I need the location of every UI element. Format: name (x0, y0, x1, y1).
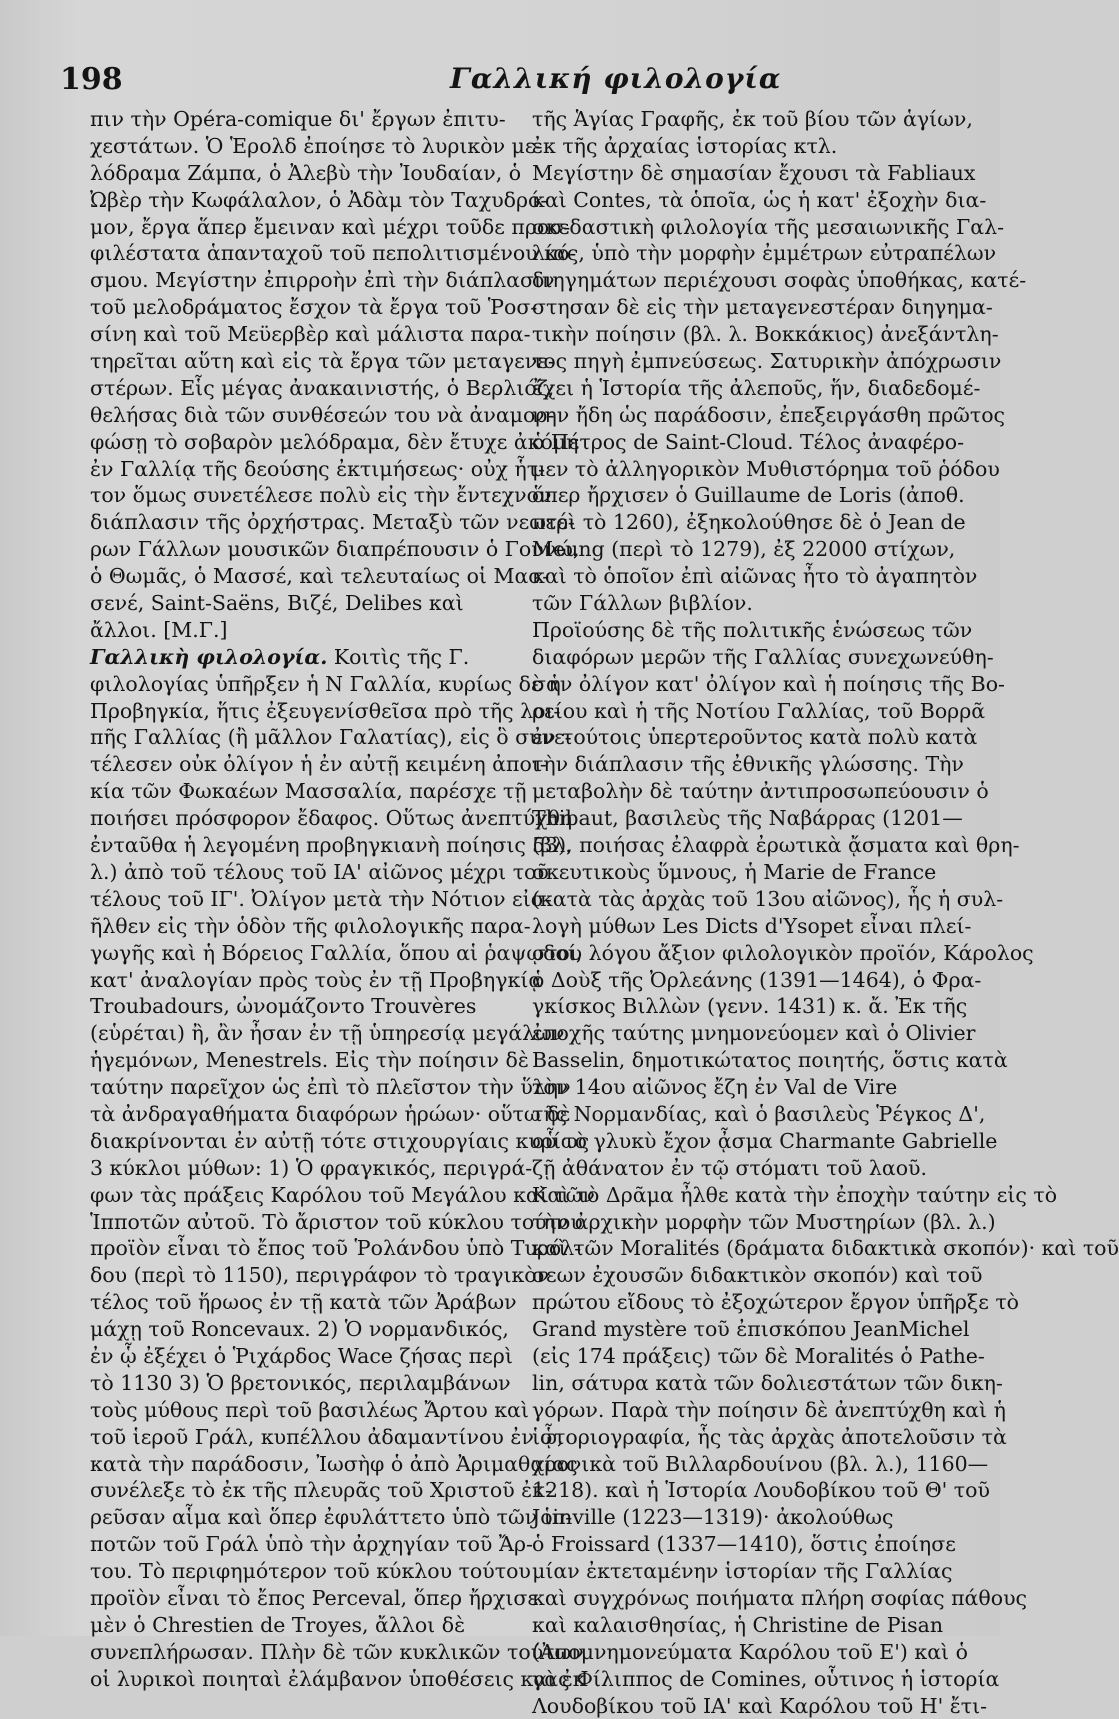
text-line: καὶ τῶν Moralités (δράματα διδακτικὰ σκοπόν)· καὶ τοῦ (532, 1236, 1119, 1261)
text-line: καὶ συγχρόνως ποιήματα πλήρη σοφίας πάθους (532, 1585, 1028, 1610)
text-line: καὶ καλαισθησίας, ἡ Christine de Pisan (532, 1612, 944, 1637)
text-line: κατ' ἀναλογίαν πρὸς τοὺς ἐν τῇ Προβηγκίᾳ (90, 967, 543, 992)
text-line: ρείου καὶ ἡ τῆς Νοτίου Γαλλίας, τοῦ Βορρᾶ (532, 698, 986, 723)
text-line: λογὴ μύθων Les Dicts d'Ysopet εἶναι πλεί- (532, 913, 972, 938)
text-line: προϊὸν εἶναι τὸ ἔπος Perceval, ὅπερ ἤρχισε (90, 1585, 538, 1610)
text-line: Μεγίστην δὲ σημασίαν ἔχουσι τὰ Fabliaux (532, 160, 976, 185)
text-line: ἱστοριογραφία, ἧς τὰς ἀρχὰς ἀποτελοῦσιν τὰ (532, 1424, 1007, 1449)
text-line: Ἱπποτῶν αὐτοῦ. Τὸ ἄριστον τοῦ κύκλου τούτου (90, 1209, 583, 1234)
text-line: ὁ Θωμᾶς, ὁ Μασσέ, καὶ τελευταίως οἱ Μασ- (90, 564, 550, 589)
text-line: ἐν τούτοις ὑπερτεροῦντος κατὰ πολὺ κατὰ (532, 725, 978, 750)
text-line: στου λόγου ἄξιον φιλολογικὸν προϊόν, Κάρολος (532, 940, 1034, 965)
running-title: Γαλλική φιλολογία (450, 62, 782, 95)
text-line: τον ὅμως συνετέλεσε πολὺ εἰς τὴν ἔντεχνον (90, 483, 552, 508)
text-line: ζῇ ἀθάνατον ἐν τῷ στόματι τοῦ λαοῦ. (532, 1155, 928, 1180)
text-line: ἡγεμόνων, Menestrels. Εἰς τὴν ποίησιν δὲ (90, 1048, 529, 1073)
text-line: ὁ Πέτρος de Saint-Cloud. Τέλος ἀναφέρο- (532, 429, 965, 454)
text-line: οἱ λυρικοὶ ποιηταὶ ἐλάμβανον ὑποθέσεις καὶ ἐκ (90, 1666, 586, 1691)
text-line: τηρεῖται αὕτη καὶ εἰς τὰ ἔργα τῶν μεταγενε- (90, 349, 555, 374)
text-line: λ.) ἀπὸ τοῦ τέλους τοῦ ΙΑ' αἰῶνος μέχρι τοῦ (90, 859, 549, 884)
text-line: οὗ τὸ γλυκὺ ἔχον ᾆσμα Charmante Gabrielle (532, 1128, 998, 1153)
entry-heading: Γαλλικὴ φιλολογία. (90, 644, 328, 669)
text-line: Thibaut, βασιλεὺς τῆς Ναβάρρας (1201— (532, 806, 963, 831)
text-line: διηγημάτων περιέχουσι σοφὰς ὑποθήκας, κατέ- (532, 268, 1027, 293)
text-line: ἐποχῆς ταύτης μνημονεύομεν καὶ ὁ Olivier (532, 1021, 976, 1046)
text-line: ἄλλοι. [Μ.Γ.] (90, 617, 228, 642)
text-line: νην ἤδη ὡς παράδοσιν, ἐπεξειργάσθη πρῶτος (532, 402, 1006, 427)
text-line: στησαν δὲ εἰς τὴν μεταγενεστέραν διηγημα- (532, 295, 993, 320)
text-line: ὅπερ ἤρχισεν ὁ Guillaume de Loris (ἀποθ. (532, 483, 965, 508)
text-line: τος πηγὴ ἐμπνεύσεως. Σατυρικὴν ἀπόχρωσιν (532, 349, 1002, 374)
text-line: μον, ἔργα ἅπερ ἔμειναν καὶ μέχρι τοῦδε προσ- (90, 214, 571, 239)
text-line: τὸ 1130 3) Ὁ βρετονικός, περιλαμβάνων (90, 1370, 511, 1395)
text-line: Meung (περὶ τὸ 1279), ἐξ 22000 στίχων, (532, 537, 956, 562)
text-line: πρώτου εἴδους τὸ ἐξοχώτερον ἔργον ὑπῆρξε τὸ (532, 1290, 1020, 1315)
text-line: κατὰ τὴν παράδοσιν, Ἰωσὴφ ὁ ἀπὸ Ἀριμαθαίας (90, 1451, 578, 1476)
text-line: περὶ τὸ 1260), ἐξηκολούθησε δὲ ὁ Jean de (532, 510, 966, 535)
text-line: lin, σάτυρα κατὰ τῶν δολιεστάτων τῶν δικη- (532, 1370, 1003, 1395)
text-line: γας Φίλιππος de Comines, οὗτινος ἡ ἱστορία (532, 1666, 1000, 1691)
text-line: τῆς Ἁγίας Γραφῆς, ἐκ τοῦ βίου τῶν ἁγίων, (532, 107, 973, 131)
text-line: σκευτικοὺς ὕμνους, ἡ Marie de France (532, 859, 937, 884)
text-line: (εἰς 174 πράξεις) τῶν δὲ Moralités ὁ Pathe- (532, 1343, 985, 1368)
text-line: μὲν ὁ Chrestien de Troyes, ἄλλοι δὲ (90, 1612, 466, 1637)
text-line: καὶ τὸ ὁποῖον ἐπὶ αἰῶνας ἦτο τὸ ἀγαπητὸν (532, 564, 978, 589)
text-line: 53), ποιήσας ἐλαφρὰ ἐρωτικὰ ᾄσματα καὶ θρη- (532, 833, 1020, 858)
text-line: συνεπλήρωσαν. Πλὴν δὲ τῶν κυκλικῶν τούτων (90, 1639, 584, 1664)
text-line: τέλους τοῦ ΙΓ'. Ὀλίγον μετὰ τὴν Νότιον εἰσ- (90, 886, 552, 911)
text-line: τὴν διάπλασιν τῆς ἐθνικῆς γλώσσης. Τὴν (532, 752, 964, 777)
text-line: μίαν ἐκτεταμένην ἱστορίαν τῆς Γαλλίας (532, 1559, 953, 1584)
text-line: πιν τὴν Opéra-comique δι' ἔργων ἐπιτυ- (90, 107, 506, 131)
text-line: ρων Γάλλων μουσικῶν διαπρέπουσιν ὁ Γουνώ, (90, 537, 580, 562)
text-line: Joinville (1223—1319)· ἀκολούθως (532, 1505, 894, 1530)
text-line: Troubadours, ὠνομάζοντο Trouvères (90, 994, 477, 1019)
text-line: φιλέστατα ἁπανταχοῦ τοῦ πεπολιτισμένου κό- (90, 241, 577, 266)
text-line: ἐν ᾧ ἐξέχει ὁ Ῥιχάρδος Wace ζήσας περὶ (90, 1343, 513, 1368)
text-line: Λουδοβίκου τοῦ ΙΑ' καὶ Καρόλου τοῦ Η' ἔτι- (532, 1693, 988, 1718)
text-line: ἐκ τῆς ἀρχαίας ἱστορίας κτλ. (532, 133, 838, 158)
text-line: θελήσας διὰ τῶν συνθέσεών του νὰ ἀναμορ- (90, 402, 555, 427)
text-line: ποτῶν τοῦ Γράλ ὑπὸ τὴν ἀρχηγίαν τοῦ Ἄρ- (90, 1532, 533, 1557)
text-line: κία τῶν Φωκαέων Μασσαλία, παρέσχε τῇ (90, 779, 527, 804)
text-line: ἔχει ἡ Ἱστορία τῆς ἀλεποῦς, ἥν, διαδεδομέ- (532, 375, 981, 400)
text-line: τὴν ἀρχικὴν μορφὴν τῶν Μυστηρίων (βλ. λ.) (532, 1209, 996, 1234)
text-line: πῆς Γαλλίας (ἢ μᾶλλον Γαλατίας), εἰς ὃ συνε- (90, 725, 572, 750)
text-line: διακρίνονται ἐν αὐτῇ τότε στιχουργίαις κυρίως (90, 1128, 590, 1153)
page-header (60, 62, 960, 102)
text-line: σεων ἐχουσῶν διδακτικὸν σκοπόν) καὶ τοῦ (532, 1263, 983, 1288)
text-line: ὁ Δοὺξ τῆς Ὀρλεάνης (1391—1464), ὁ Φρα- (532, 967, 982, 992)
right-text-column (532, 106, 1119, 1719)
text-line: καὶ Contes, τὰ ὁποῖα, ὡς ἡ κατ' ἐξοχὴν δια- (532, 187, 987, 212)
text-line: Προϊούσης δὲ τῆς πολιτικῆς ἑνώσεως τῶν (532, 617, 973, 642)
text-line: φων τὰς πράξεις Καρόλου τοῦ Μεγάλου καὶ τῶν (90, 1182, 595, 1207)
text-line: (Ἀπομνημονεύματα Καρόλου τοῦ Ε') καὶ ὁ (532, 1639, 968, 1664)
text-line: σενέ, Saint-Saëns, Βιζέ, Delibes καὶ (90, 591, 464, 616)
text-line: του. Τὸ περιφημότερον τοῦ κύκλου τούτου (90, 1559, 531, 1584)
text-line: χεστάτων. Ὁ Ἑρολδ ἐποίησε τὸ λυρικὸν με- (90, 133, 543, 158)
text-line: λίας, ὑπὸ τὴν μορφὴν ἐμμέτρων εὐτραπέλων (532, 241, 997, 266)
text-line: σαν ὀλίγον κατ' ὀλίγον καὶ ἡ ποίησις τῆς Βο- (532, 671, 1005, 696)
page-number: 198 (60, 62, 123, 97)
text-line: δου (περὶ τὸ 1150), περιγράφον τὸ τραγικὸν (90, 1263, 550, 1288)
text-line: τοὺς μύθους περὶ τοῦ βασιλέως Ἄρτου καὶ (90, 1397, 529, 1422)
text-line: Προβηγκία, ἥτις ἐξευγενίσθεῖσα πρὸ τῆς λοι- (90, 698, 561, 723)
text-line: μεν τὸ ἀλληγορικὸν Μυθιστόρημα τοῦ ῥόδου (532, 456, 1000, 481)
text-line: τέλος τοῦ ἥρωος ἐν τῇ κατὰ τῶν Ἀράβων (90, 1290, 517, 1315)
text-line: τὰ ἀνδραγαθήματα διαφόρων ἡρώων· οὕτω δὲ (90, 1101, 571, 1126)
text-line: Grand mystère τοῦ ἐπισκόπου JeanMichel (532, 1317, 970, 1342)
text-line: ἐν Γαλλίᾳ τῆς δεούσης ἐκτιμήσεως· οὐχ ἧτ- (90, 456, 546, 481)
text-line: γωγῆς καὶ ἡ Βόρειος Γαλλία, ὅπου αἱ ῥαψῳδοί, (90, 940, 583, 965)
text-line: γόρων. Παρὰ τὴν ποίησιν δὲ ἀνεπτύχθη καὶ ἡ (532, 1397, 1006, 1422)
text-line: τὸν 14ου αἰῶνος ἔζη ἐν Val de Vire (532, 1075, 898, 1100)
text-line: ρεῦσαν αἷμα καὶ ὅπερ ἐφυλάττετο ὑπὸ τῶν ἱπ- (90, 1505, 573, 1530)
text-line: σκεδαστικὴ φιλολογία τῆς μεσαιωνικῆς Γαλ- (532, 214, 1005, 239)
text-line: διάπλασιν τῆς ὀρχήστρας. Μεταξὺ τῶν νεωτέ- (90, 510, 575, 535)
text-line: προϊὸν εἶναι τὸ ἔπος τοῦ Ῥολάνδου ὑπὸ Τυρόλ- (90, 1236, 582, 1261)
text-line: ὁ Froissard (1337—1410), ὅστις ἐποίησε (532, 1532, 956, 1557)
text-line: 1218). καὶ ἡ Ἱστορία Λουδοβίκου τοῦ Θ' τοῦ (532, 1478, 990, 1503)
text-line: ταύτην παρεῖχον ὡς ἐπὶ τὸ πλεῖστον τὴν ὕλην (90, 1075, 571, 1100)
text-line: Γαλλικὴ φιλολογία. Κοιτὶς τῆς Γ. (90, 644, 470, 669)
text-line: σμου. Μεγίστην ἐπιρροὴν ἐπὶ τὴν διάπλασιν (90, 268, 555, 293)
text-line: διαφόρων μερῶν τῆς Γαλλίας συνεχωνεύθη- (532, 644, 994, 669)
text-line: τέλεσεν οὐκ ὀλίγον ἡ ἐν αὐτῇ κειμένη ἀποι- (90, 752, 547, 777)
text-line: χρονικὰ τοῦ Βιλλαρδουίνου (βλ. λ.), 1160— (532, 1451, 989, 1476)
text-line: ποιήσει πρόσφορον ἔδαφος. Οὕτως ἀνεπτύχθη (90, 806, 573, 831)
text-line: γκίσκος Βιλλὼν (γενν. 1431) κ. ἄ. Ἐκ τῆς (532, 994, 968, 1019)
text-line: ῆλθεν εἰς τὴν ὁδὸν τῆς φιλολογικῆς παρα- (90, 913, 531, 938)
text-line: Ὠβὲρ τὴν Κωφάλαλον, ὁ Ἀδὰμ τὸν Ταχυδρό- (90, 187, 548, 212)
left-text-column (90, 106, 595, 1693)
text-line: φώσῃ τὸ σοβαρὸν μελόδραμα, δὲν ἔτυχε ἀκόμη (90, 429, 579, 454)
text-line: Basselin, δημοτικώτατος ποιητής, ὅστις κατὰ (532, 1048, 1008, 1073)
text-line: (εὑρέται) ἢ, ἂν ἦσαν ἐν τῇ ὑπηρεσίᾳ μεγάλων (90, 1021, 565, 1046)
text-line: τικὴν ποίησιν (βλ. λ. Βοκκάκιος) ἀνεξάντλη- (532, 322, 999, 347)
text-line: λόδραμα Ζάμπα, ὁ Ἀλεβὺ τὴν Ἰουδαίαν, ὁ (90, 160, 522, 185)
text-line: τοῦ μελοδράματος ἔσχον τὰ ἔργα τοῦ Ῥοσ- (90, 295, 538, 320)
text-line: 3 κύκλοι μύθων: 1) Ὁ φραγκικός, περιγρά- (90, 1155, 533, 1180)
text-line: μάχῃ τοῦ Roncevaux. 2) Ὁ νορμανδικός, (90, 1317, 509, 1342)
text-line: μεταβολὴν δὲ ταύτην ἀντιπροσωπεύουσιν ὁ (532, 779, 989, 804)
text-line: ἐνταῦθα ἡ λεγομένη προβηγκιανὴ ποίησις (βλ. (90, 833, 572, 858)
text-line: Καὶ τὸ Δρᾶμα ἦλθε κατὰ τὴν ἐποχὴν ταύτην εἰς τὸ (532, 1182, 1058, 1207)
text-line: τοῦ ἱεροῦ Γράλ, κυπέλλου ἀδαμαντίνου ἐν ᾧ, (90, 1424, 564, 1449)
text-line: σίνη καὶ τοῦ Μεϋερβὲρ καὶ μάλιστα παρα- (90, 322, 531, 347)
text-line: τῆς Νορμανδίας, καὶ ὁ βασιλεὺς Ῥέγκος Δ', (532, 1101, 986, 1126)
text-line: στέρων. Εἷς μέγας ἀνακαινιστής, ὁ Βερλιόζ, (90, 375, 555, 400)
text-line: (κατὰ τὰς ἀρχὰς τοῦ 13ου αἰῶνος), ἧς ἡ συλ- (532, 886, 1004, 911)
text-line: τῶν Γάλλων βιβλίον. (532, 591, 753, 616)
text-line: συνέλεξε τὸ ἐκ τῆς πλευρᾶς τοῦ Χριστοῦ ἐκ- (90, 1478, 552, 1503)
text-line: φιλολογίας ὑπῆρξεν ἡ Ν Γαλλία, κυρίως δὲ ἡ (90, 671, 561, 696)
